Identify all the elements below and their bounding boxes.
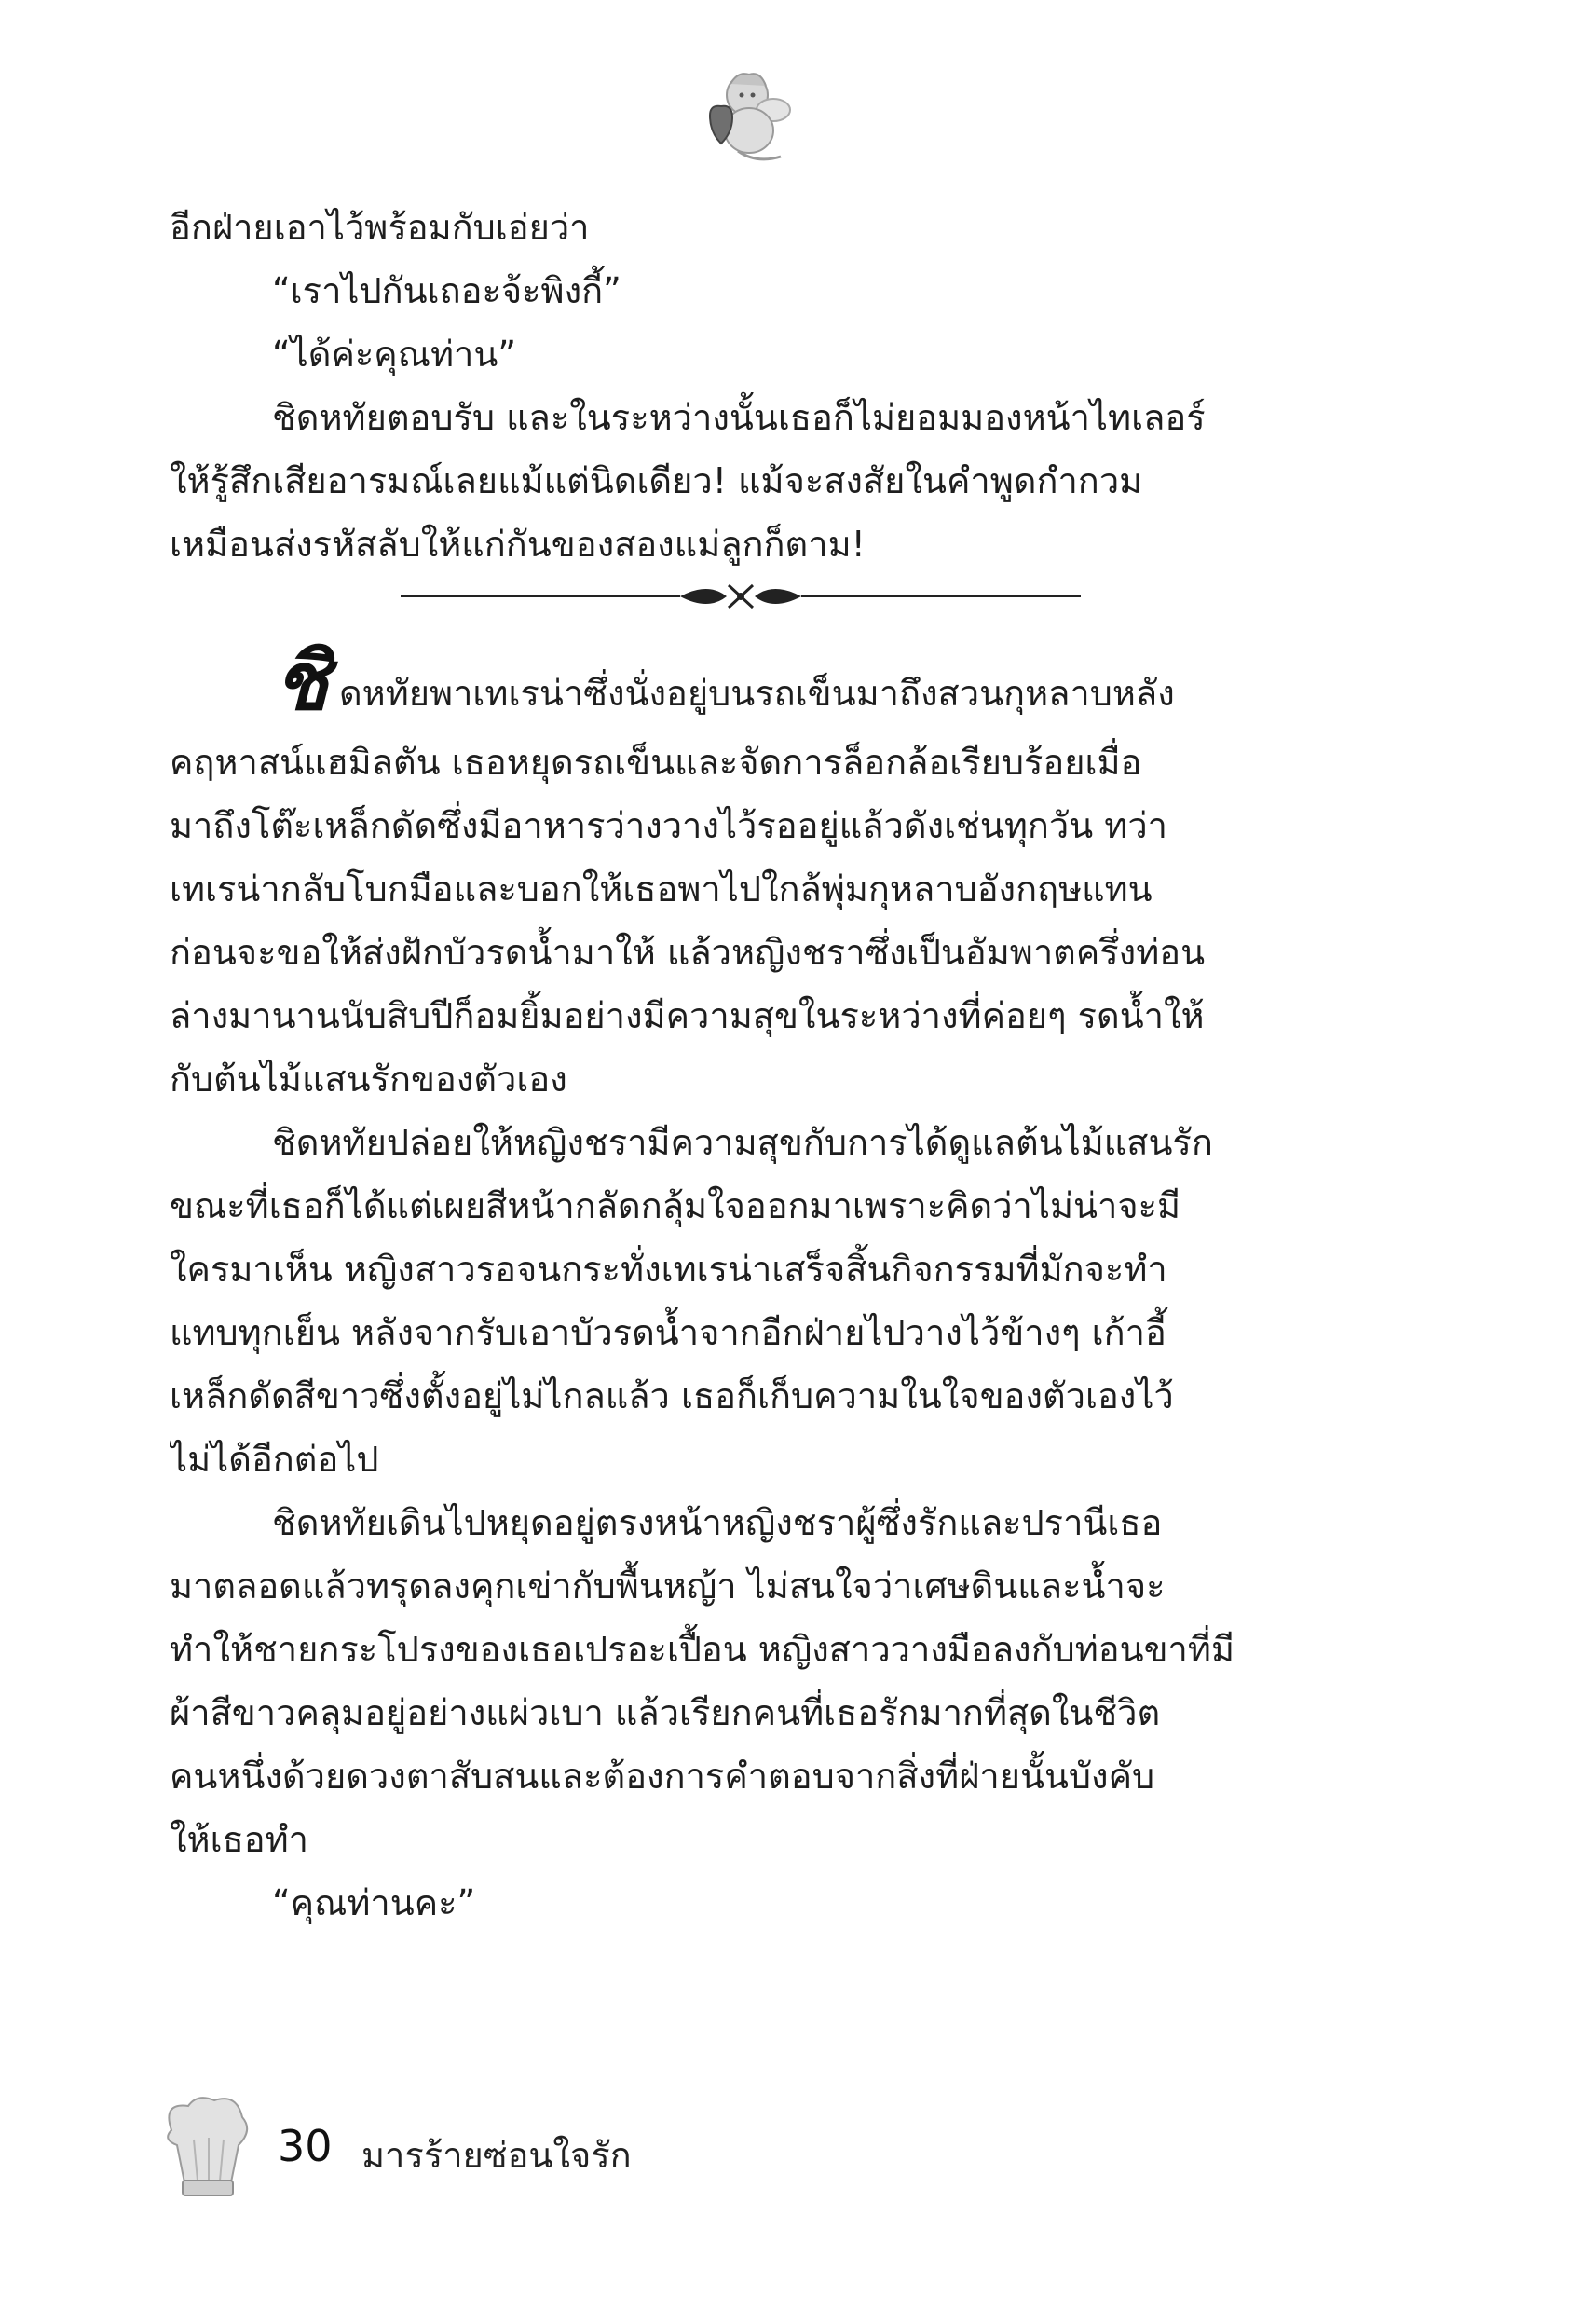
text-line: ผ้าสีขาวคลุมอยู่อย่างแผ่วเบา แล้วเรียกคนที่เธอรักมากที่สุดในชีวิต [170, 1692, 1161, 1733]
text-line: เหล็กดัดสีขาวซึ่งตั้งอยู่ไม่ไกลแล้ว เธอก็เก็บความในใจของตัวเองไว้ [170, 1375, 1174, 1416]
text-line: ขณะที่เธอก็ได้แต่เผยสีหน้ากลัดกลุ้มใจออกมาเพราะคิดว่าไม่น่าจะมี [170, 1185, 1181, 1226]
flourish-divider-icon [401, 576, 1081, 617]
text-line: ใครมาเห็น หญิงสาวรอจนกระทั่งเทเรน่าเสร็จสิ้นกิจกรรมที่มักจะทำ [170, 1249, 1167, 1290]
text-line: ล่างมานานนับสิบปีก็อมยิ้มอย่างมีความสุขในระหว่างที่ค่อยๆ รดน้ำให้ [170, 995, 1205, 1036]
drop-cap: ชิ [274, 635, 329, 729]
book-title: มารร้ายซ่อนใจรัก [361, 2135, 632, 2176]
text-line: คนหนึ่งด้วยดวงตาสับสนและต้องการคำตอบจากสิ่งที่ฝ่ายนั้นบังคับ [170, 1756, 1155, 1797]
text-line: คฤหาสน์แฮมิลตัน เธอหยุดรถเข็นและจัดการล็อกล้อเรียบร้อยเมื่อ [170, 742, 1142, 783]
text-line: ให้รู้สึกเสียอารมณ์เลยแม้แต่นิดเดียว! แม้จะสงสัยในคำพูดกำกวม [170, 460, 1143, 501]
chef-hat-icon [157, 2093, 254, 2203]
text-line: ไม่ได้อีกต่อไป [170, 1439, 379, 1480]
paragraph-start-line: ชิดหทัยตอบรับ และในระหว่างนั้นเธอก็ไม่ยอมมองหน้าไทเลอร์ [272, 397, 1206, 438]
paragraph-start-line: ชิดหทัยเดินไปหยุดอยู่ตรงหน้าหญิงชราผู้ซึ่งรักและปรานีเธอ [272, 1502, 1163, 1543]
page-body [170, 196, 1325, 1935]
text-line: มาตลอดแล้วทรุดลงคุกเข่ากับพื้นหญ้า ไม่สนใจว่าเศษดินและน้ำจะ [170, 1566, 1166, 1607]
drop-cap-line-text: ดหทัยพาเทเรน่าซึ่งนั่งอยู่บนรถเข็นมาถึงสวนกุหลาบหลัง [339, 673, 1175, 714]
text-line: เหมือนส่งรหัสลับให้แก่กันของสองแม่ลูกก็ตาม! [170, 524, 866, 565]
text-line: แทบทุกเย็น หลังจากรับเอาบัวรดน้ำจากอีกฝ่ายไปวางไว้ข้างๆ เก้าอี้ [170, 1312, 1166, 1353]
text-line: ทำให้ชายกระโปรงของเธอเปรอะเปื้อน หญิงสาววางมือลงกับท่อนขาที่มี [170, 1629, 1235, 1670]
dialogue-line: “ได้ค่ะคุณท่าน” [272, 334, 517, 375]
drop-cap-line [170, 635, 1325, 731]
paragraph-start-line: ชิดหทัยปล่อยให้หญิงชรามีความสุขกับการได้ดูแลต้นไม้แสนรัก [272, 1122, 1213, 1163]
text-line: เทเรน่ากลับโบกมือและบอกให้เธอพาไปใกล้พุ่มกุหลาบอังกฤษแทน [170, 868, 1153, 909]
text-line: ก่อนจะขอให้ส่งฝักบัวรดน้ำมาให้ แล้วหญิงชราซึ่งเป็นอัมพาตครึ่งท่อน [170, 932, 1206, 973]
page-number: 30 [278, 2121, 333, 2171]
page-footer [157, 2093, 809, 2205]
text-line: อีกฝ่ายเอาไว้พร้อมกับเอ่ยว่า [170, 207, 590, 248]
dialogue-line: “คุณท่านคะ” [272, 1882, 476, 1923]
dialogue-line: “เราไปกันเถอะจ้ะพิงกี้” [272, 270, 621, 311]
text-line: ให้เธอทำ [170, 1819, 308, 1860]
text-line: มาถึงโต๊ะเหล็กดัดซึ่งมีอาหารว่างวางไว้รออยู่แล้วดังเช่นทุกวัน ทว่า [170, 805, 1167, 846]
cherub-with-heart-icon [691, 67, 794, 168]
text-line: กับต้นไม้แสนรักของตัวเอง [170, 1059, 567, 1100]
